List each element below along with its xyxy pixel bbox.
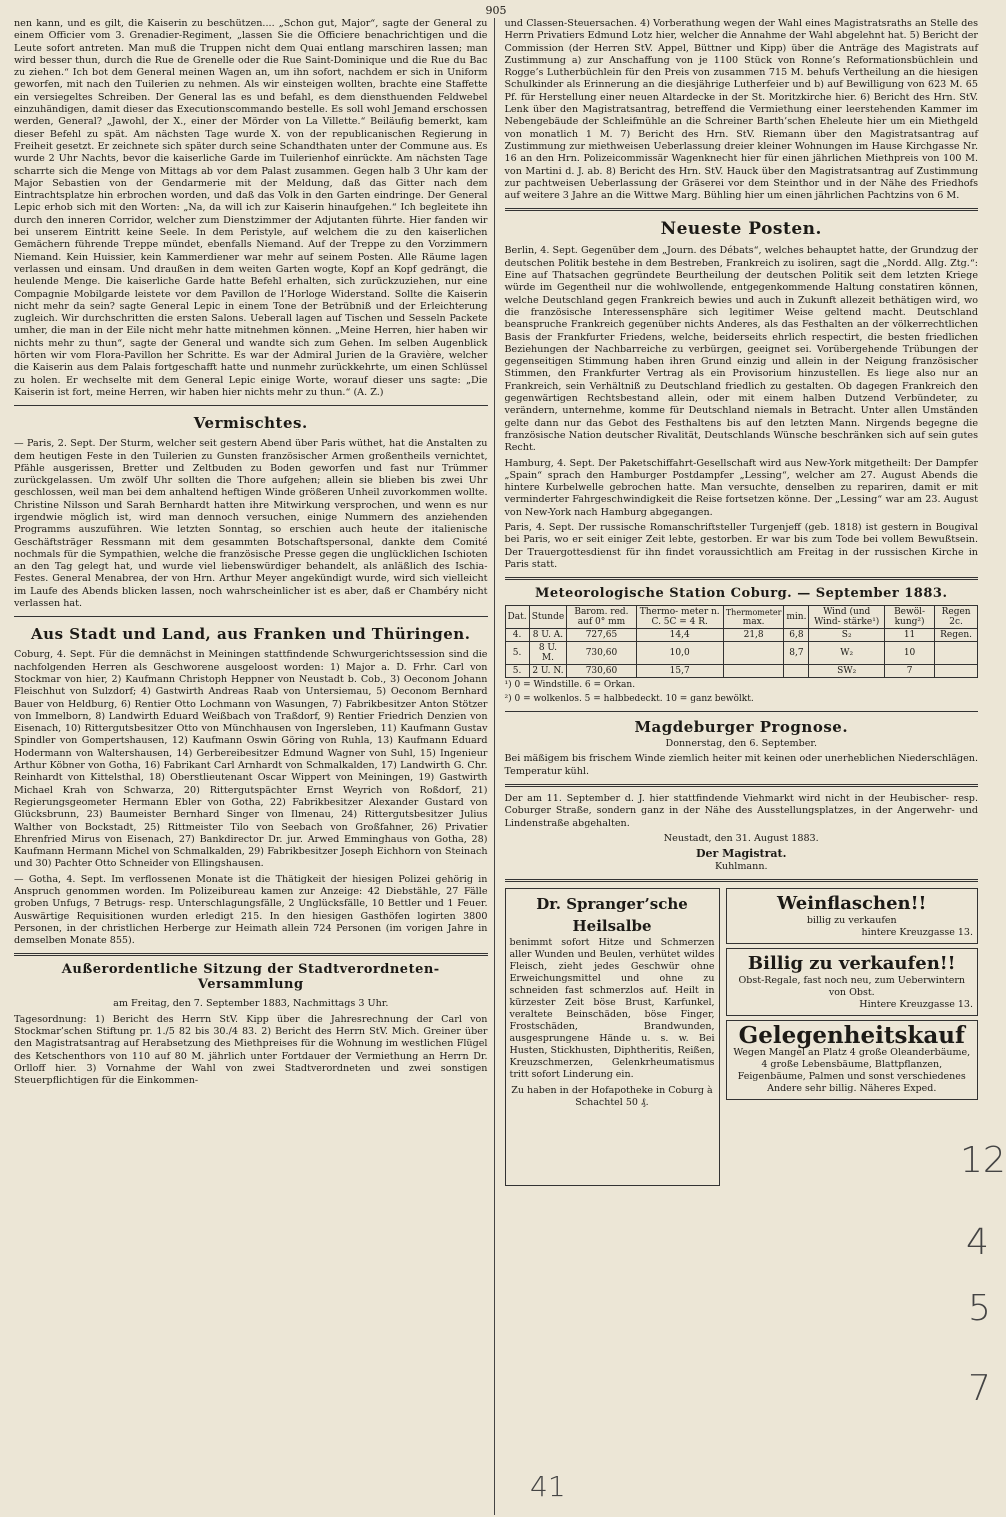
right-column [505, 18, 979, 1515]
ad-billig-address: Hintere Kreuzgasse 13. [859, 998, 973, 1010]
margin-mark: 5 [968, 1288, 991, 1329]
ad-heilsalbe-title: Dr. Spranger’sche Heilsalbe [536, 894, 688, 935]
ad-billig-text: Obst-Regale, fast noch neu, zum Ueberwintern von Obst. [738, 974, 965, 998]
council-agenda-continued: und Classen-Steuersachen. 4) Vorberathung wegen der Wahl eines Magistratsraths an Stelle des Herrn Privatiers Edmund Lotz hier, welcher die Annahme der Wahl abgelehnt hat. 5) Bericht der Commission (der Herren StV. Appel, Büttner und Kipp) über die Anträge des Magistrats auf Zustimmung a) zur Anschaffung von je 1100 Stück von Ronne’s Reformationsbüchlein und Rogge’s Lutherbüchlein für den Preis von zusammen 715 M. behufs Vertheilung an die hiesigen Schulkinder als Erinnerung an die diesjährige Lutherfeier und b) auf Bewilligung von 623 M. 65 Pf. für Herstellung einer neuen Altardecke in der St. Moritzkirche hier. 6) Bericht des Hrn. StV. Lenk über den Magistratsantrag, betreffend die Vermiethung einer leerstehenden Kammer im Nebengebäude der Schleifmühle an die Schreiner Barth’schen Eheleute hier um ein Miethgeld von monatlich 1 M. 7) Bericht des Hrn. StV. Riemann über den Magistratsantrag auf Zustimmung zur miethweisen Ueberlassung dreier kleiner Wohnungen im Hause Kirchgasse Nr. 16 an den Hrn. Polizeicommissär Wagenknecht hier für einen jährlichen Miethpreis von 100 M. von Martini d. J. ab. 8) Bericht des Hrn. StV. Hauck über den Magistratsantrag auf Zustimmung zur pachtweisen Ueberlassung der Gräserei vor dem Steinthor und in der Nähe des Friedhofs auf weitere 3 Jahre an die Wittwe Marg. Bühling hier um einen jährlichen Pachtzins von 6 M. [504, 18, 978, 202]
cattle-market-text: Der am 11. September d. J. hier stattfindende Viehmarkt wird nicht in der Heubischer- resp. Coburger Straße, sondern ganz in der Nähe des Ausstellungsplatzes, in der Angerwehr- und Lindenstraße abgehalten. [504, 793, 978, 829]
col-max: Thermometer max. [723, 606, 784, 629]
ad-heilsalbe-footer: Zu haben in der Hofapotheke in Coburg à Schachtel 50 ₰. [511, 1084, 713, 1108]
col-barom: Barom. red. auf 0° mm [567, 606, 636, 629]
magistrate-signature: Der Magistrat. [696, 847, 787, 861]
col-bewoelkung: Bewöl- kung²) [884, 606, 934, 629]
section-heading-vermischtes: Vermischtes. [193, 414, 308, 433]
ad-gelegenheitskauf-text: Wegen Mangel an Platz 4 große Oleanderbäume, 4 große Lebensbäume, Blattpflanzen, Feigenbäume, Palmen und sonst verschiedenes Andere sehr billig. Näheres Exped. [733, 1046, 971, 1094]
council-meeting-heading: Außerordentliche Sitzung der Stadtverordneten-Versammlung [61, 962, 440, 993]
divider [505, 711, 979, 712]
weather-table [505, 605, 979, 678]
divider [14, 405, 488, 406]
ad-gelegenheitskauf-title: Gelegenheitskauf [738, 1021, 965, 1049]
col-min: min. [784, 606, 809, 629]
ad-weinflaschen [726, 888, 979, 944]
magistrate-name: Kuhlmann. [714, 860, 768, 872]
col-wind: Wind (und Wind- stärke¹) [809, 606, 884, 629]
table-row: 5. 2 U. N. 730,60 15,7 SW₂ 7 [505, 665, 978, 678]
weather-table-header [505, 606, 978, 629]
lepic-story-text: nen kann, und es gilt, die Kaiserin zu beschützen.... „Schon gut, Major“, sagte der General zu einem Officier vom 3. Grenadier-Regiment, „lassen Sie die Officiere benachrichtigen und die Leute sofort antreten. Man muß die Truppen nicht dem Quai entlang marschiren lassen; man wird besser thun, durch die Rue de Grenelle oder die Rue Saint-Dominique und die Rue du Bac zu ziehen.“ Ich bot dem General meinen Wagen an, um ihn sofort, nachdem er sich in Uniform geworfen, mit nach den Tuilerien zu nehmen. Als wir einsteigen wollten, brachte eine Staffette ein versiegeltes Schreiben. Der General las es und befahl, es dem diensthuenden Feldwebel einzuhändigen, damit dieser das Executionscommando bestelle. Es soll wohl Jemand erschossen werden, General? „Jawohl, der X., einer der Mörder von La Villette.“ Beiläufig bemerkt, kam dieser Befehl zu spät. Am nächsten Tage wurde X. von der republicanischen Regierung in Freiheit gesetzt. Er zeichnete sich später durch seine Schandthaten unter der Commune aus. Es wurde 2 Uhr Nachts, bevor die kaiserliche Garde im Tuilerienhof einrückte. Am nächsten Tage scharrte sich die Menge von Mittags ab vor dem Palast zusammen. Gegen halb 3 Uhr kam der Major Sebastien von der Gendarmerie mit der Meldung, daß das Gitter nach dem Eintrachtsplatze hin erbrochen worden, und daß das Volk in den Garten eindringe. Der General Lepic erhob sich mit den Worten: „Na, da will ich zur Kaiserin hinaufgehen.“ Ich begleitete ihn durch den inneren Corridor, welcher zum Dienstzimmer der Adjutanten führte. Hier fanden wir bei unserem Eintritt keine Seele. In dem Peristyle, auf welchem die zu den kaiserlichen Gemächern führende Treppe mündet, ebenfalls Niemand. Auf der Treppe zu den Vorzimmern Niemand. Kein Huissier, kein Kammerdiener war mehr auf seinem Posten. Alle Räume lagen verlassen und einsam. Und draußen in dem weiten Garten wogte, Kopf an Kopf gedrängt, die heulende Menge. Die kaiserliche Garde hatte Befehl erhalten, sich zurückzuziehen, nur eine Compagnie Mobilgarde leistete vor dem Pavillon de l’Horloge Widerstand. Sollte die Kaiserin nicht mehr da sein? sagte General Lepic in einem Tone der Betrübniß und der Erleichterung zugleich. Wir durchschritten die ersten Salons. Ueberall lagen auf Tischen und Sesseln Packete umher, die man in der Eile nicht mehr hatte mitnehmen können. „Meine Herren, hier haben wir nichts mehr zu thun“, sagte der General und wandte sich zum Gehen. Im selben Augenblick hörten wir vom Flora-Pavillon her Schritte. Es war der Admiral Jurien de la Gravière, welcher die Kaiserin aus dem Palais fortgeschafft hatte und nunmehr zurückkehrte, um einen Schlüssel zu holen. Er wechselte mit dem General Lepic einige Worte, worauf dieser uns sagte: „Die Kaiserin ist fort, meine Herren, wir haben hier nichts mehr zu thun.“ (A. Z.) [14, 18, 488, 398]
divider [505, 577, 979, 580]
page-number: 905 [485, 4, 507, 17]
ad-gelegenheitskauf [726, 1020, 979, 1100]
advertisements [505, 888, 979, 1186]
margin-mark: 7 [968, 1368, 991, 1409]
left-column [14, 18, 495, 1515]
section-heading-neueste-posten: Neueste Posten. [660, 219, 822, 240]
col-thermo: Thermo- meter n. C. 5C = 4 R. [636, 606, 723, 629]
weather-footnote-1: ¹) 0 = Windstille. 6 = Orkan. [504, 680, 636, 691]
ad-weinflaschen-text: billig zu verkaufen [806, 914, 897, 926]
forecast-heading: Magdeburger Prognose. [634, 718, 849, 737]
margin-mark: 4 [966, 1222, 989, 1263]
ad-billig [726, 948, 979, 1016]
berlin-news-text: Berlin, 4. Sept. Gegenüber dem „Journ. des Débats“, welches behauptet hatte, der Grundzug der deutschen Politik bestehe in dem Bestreben, Frankreich zu isoliren, sagt die „Nordd. Allg. Ztg.“: Eine auf Thatsachen gegründete Beurtheilung der deutschen Politik seit dem letzten Kriege würde im Gegentheil nur die wohlwollende, entgegenkommende Haltung constatiren können, welche Deutschland gegen Frankreich bewies und auch in Zukunft allezeit bethätigen wird, wo die französische Interessensphäre sich legitimer Weise geltend macht. Deutschland beanspruche Frankreich gegenüber nichts Anderes, als das Festhalten an der völkerrechtlichen Basis der Frankfurter Friedens, welche, beiderseits ehrlich respectirt, die besten friedlichen Beziehungen der Nachbarreiche zu verbürgen, geeignet sei. Vorübergehende Trübungen der gegenseitigen Stimmung haben ihren Grund einzig und allein in der Neigung französischer Stimmen, den Frankfurter Vertrag als ein Provisorium hinzustellen. Es liege also nur an Frankreich, sein Verhältniß zu Deutschland friedlich zu gestalten. Ob dagegen Frankreich den gegenwärtigen Rechtsbestand allein, oder mit einem halben Dutzend Verbündeter, zu verändern, unternehme, komme für Deutschland niemals in Betracht. Unter allen Umständen gelte dann nur das Gebot des Festhaltens bis auf den letzten Mann. Nirgends begegne die französische Nation deutscher Rivalität, Deutschlands Wünsche beschränken sich auf sein gutes Recht. [504, 245, 978, 454]
table-row: 4. 8 U. A. 727,65 14,4 21,8 6,8 S₂ 11 Regen. [505, 629, 978, 642]
col-dat: Dat. [505, 606, 529, 629]
gotha-police-text: — Gotha, 4. Sept. Im verflossenen Monate ist die Thätigkeit der hiesigen Polizei gehörig in Anspruch genommen worden. Im Polizeibureau kamen zur Anzeige: 42 Diebstähle, 27 Fälle groben Unfugs, 7 Betrugs- resp. Unterschlagungsfälle, 2 Unglücksfälle, 10 Bettler und 1 Feuer. Auswärtige Requisitionen wurden erledigt 215. In den hiesigen Gasthöfen logirten 3800 Personen, in der christlichen Herberge zur Heimath allein 724 Personen (im vorigen Jahre in demselben Monate 855). [14, 873, 488, 947]
ad-weinflaschen-address: hintere Kreuzgasse 13. [861, 926, 973, 938]
margin-mark: 12 [960, 1140, 1006, 1181]
margin-mark: 41 [530, 1470, 566, 1503]
coburg-jurors-text: Coburg, 4. Sept. Für die demnächst in Meiningen stattfindende Schwurgerichtssession sind die nachfolgenden Herren als Geschworene ausgeloost worden: 1) Major a. D. Frhr. Carl von Stockmar von hier, 2) Kaufmann Christoph Heppner von Neustadt b. Cob., 3) Oeconom Johann Fleischhut von Sulzdorf; 4) Gastwirth Andreas Raab von Untersiemau, 5) Oeconom Bernhard Bauer von Heldburg, 6) Rentier Otto Lochmann von Wasungen, 7) Fabrikbesitzer Anton Stötzer von Immelborn, 8) Landwirth Eduard Weißbach von Traßdorf, 9) Rentier Friedrich Denzien von Eisenach, 10) Rittergutsbesitzer Otto von Münchhausen von Ingersleben, 11) Kaufmann Gustav Spindler von Gompertshausen, 12) Kaufmann Oswin Göring von Ruhla, 13) Kaufmann Eduard Hodermann von Waltershausen, 14) Gerbereibesitzer Edmund Wagner von Suhl, 15) Ingenieur Arthur Köbner von Gotha, 16) Fabrikant Carl Arnhardt von Schmalkalden, 17) Landwirth G. Chr. Reinhardt von Kittelsthal, 18) Oberstlieutenant Oscar Wippert von Meiningen, 19) Gastwirth Michael Krah von Schwarza, 20) Rittergutspächter Ernst Weyrich von Roßdorf, 21) Regierungsgeometer Hermann Ebler von Gotha, 22) Fabrikbesitzer Alexander Gustard von Glücksbrunn, 23) Baumeister Bernhard Singer von Ilmenau, 24) Rittergutsbesitzer Julius Walther von Bockstadt, 25) Rittmeister Tilo von Seebach von Großfahner, 26) Privatier Ehrenfried Mirus von Eisenach, 27) Bankdirector Dr. jur. Arwed Emminghaus von Gotha, 28) Kaufmann Hermann Michel von Schmalkalden, 29) Fabrikbesitzer Joseph Eichhorn von Steinach und 30) Pachter Otto Schneider von Ellingshausen. [14, 649, 488, 870]
hamburg-news-text: Hamburg, 4. Sept. Der Paketschiffahrt-Gesellschaft wird aus New-York mitgetheilt: Der Dampfer „Spain“ sprach den Hamburger Postdampfer „Lessing“, welcher am 27. August Abends die hintere Kurbelwelle gebrochen hatte. Man versuchte, denselben zu repariren, damit er mit verminderter Fahrgeschwindigkeit die Reise fortsetzen könne. Der „Lessing“ war am 23. August von New-York nach Hamburg abgegangen. [504, 457, 978, 518]
forecast-date: Donnerstag, den 6. September. [665, 738, 817, 750]
council-meeting-date: am Freitag, den 7. September 1883, Nachmittags 3 Uhr. [113, 998, 389, 1010]
paris-news-text: Paris, 4. Sept. Der russische Romanschriftsteller Turgenjeff (geb. 1818) ist gestern in Bougival bei Paris, wo er seit einiger Zeit lebte, gestorben. Er war bis zum Tode bei vollem Bewußtsein. Der Trauergottesdienst für ihn findet voraussichtlich am Freitag in der russischen Kirche in Paris statt. [504, 521, 978, 570]
ad-heilsalbe-text: benimmt sofort Hitze und Schmerzen aller Wunden und Beulen, verhütet wildes Fleisch, zieht jedes Geschwür ohne Erweichungsmittel und ohne zu schneiden fast schmerzlos auf. Heilt in kürzester Zeit böse Brust, Karfunkel, veraltete Beinschäden, böse Finger, Frostschäden, Brandwunden, ausgesprungene Hände u. s. w. Bei Husten, Stickhusten, Diphtheritis, Reißen, Kreuzschmerzen, Gelenkrheumatismus tritt sofort Linderung ein. [509, 936, 715, 1080]
divider [14, 953, 488, 956]
divider [14, 616, 488, 617]
council-agenda-text: Tagesordnung: 1) Bericht des Herrn StV. Kipp über die Jahresrechnung der Carl von Stockmar’schen Stiftung pr. 1./5 82 bis 30./4 83. 2) Bericht des Herrn StV. Mich. Greiner über den Magistratsantrag auf Herabsetzung des Miethpreises für die Wohnung im westlichen Flügel des Ketschenthors von 110 auf 80 M. jährlich unter Fortdauer der Vermiethung an Herrn Dr. Orlloff hier. 3) Vornahme der Wahl von zwei Stadtverordneten und zwei sonstigen Steuerpflichtigen für die Einkommen- [14, 1013, 488, 1087]
forecast-text: Bei mäßigem bis frischem Winde ziemlich heiter mit keinen oder unerheblichen Niederschlägen. Temperatur kühl. [504, 753, 978, 777]
divider [505, 208, 979, 211]
section-heading-stadt-land: Aus Stadt und Land, aus Franken und Thüringen. [31, 625, 471, 644]
ad-heilsalbe [505, 888, 720, 1186]
weather-footnote-2: ²) 0 = wolkenlos. 5 = halbbedeckt. 10 = ganz bewölkt. [504, 694, 754, 705]
ad-weinflaschen-title: Weinflaschen!! [777, 892, 927, 914]
ad-right-stack [726, 888, 979, 1186]
col-regen: Regen 2c. [935, 606, 978, 629]
divider [505, 784, 979, 787]
divider [505, 879, 979, 882]
table-row: 5. 8 U. M. 730,60 10,0 8,7 W₂ 10 [505, 642, 978, 665]
paris-storm-text: — Paris, 2. Sept. Der Sturm, welcher seit gestern Abend über Paris wüthet, hat die Anstalten zu dem heutigen Feste in den Tuilerien zu Gunsten französischer Armen großentheils vernichtet, Pfähle ausgerissen, Bretter und Zeltbuden zu Boden geworfen und fast nur Trümmer zurückgelassen. Um zwölf Uhr sollten die Thore aufgehen; allein sie blieben bis zwei Uhr geschlossen, weil man bei dem anhaltend heftigen Winde größeren Unheil zuvorkommen wollte. Christine Nilsson und Sarah Bernhardt hatten ihre Mitwirkung versprochen, und wenn es nur irgendwie möglich ist, wird man dennoch versuchen, einige Nummern des anziehenden Programms auszuführen. Wie letzten Sonntag, so erschien auch heute der italienische Geschäftsträger Ressmann mit dem gesammten Botschaftspersonal, dankte dem Comité nochmals für die Sympathien, welche die französische Presse gegen die unglücklichen Ischioten an den Tag gelegt hat, und wurde viel liebenswürdiger behandelt, als anläßlich des Ischia-Festes. General Menabrea, der von Hrn. Arthur Meyer angekündigt wurde, wird sich vielleicht im Laufe des Abends blicken lassen, noch wahrscheinlicher ist es aber, daß er Chambéry nicht verlassen hat. [14, 438, 488, 610]
col-stunde: Stunde [529, 606, 567, 629]
thermometer-label: Thermometer [725, 607, 782, 617]
cattle-market-place-date: Neustadt, den 31. August 1883. [663, 832, 819, 844]
weather-station-heading: Meteorologische Station Coburg. — September 1883. [535, 586, 948, 602]
ad-billig-title: Billig zu verkaufen!! [747, 952, 956, 974]
